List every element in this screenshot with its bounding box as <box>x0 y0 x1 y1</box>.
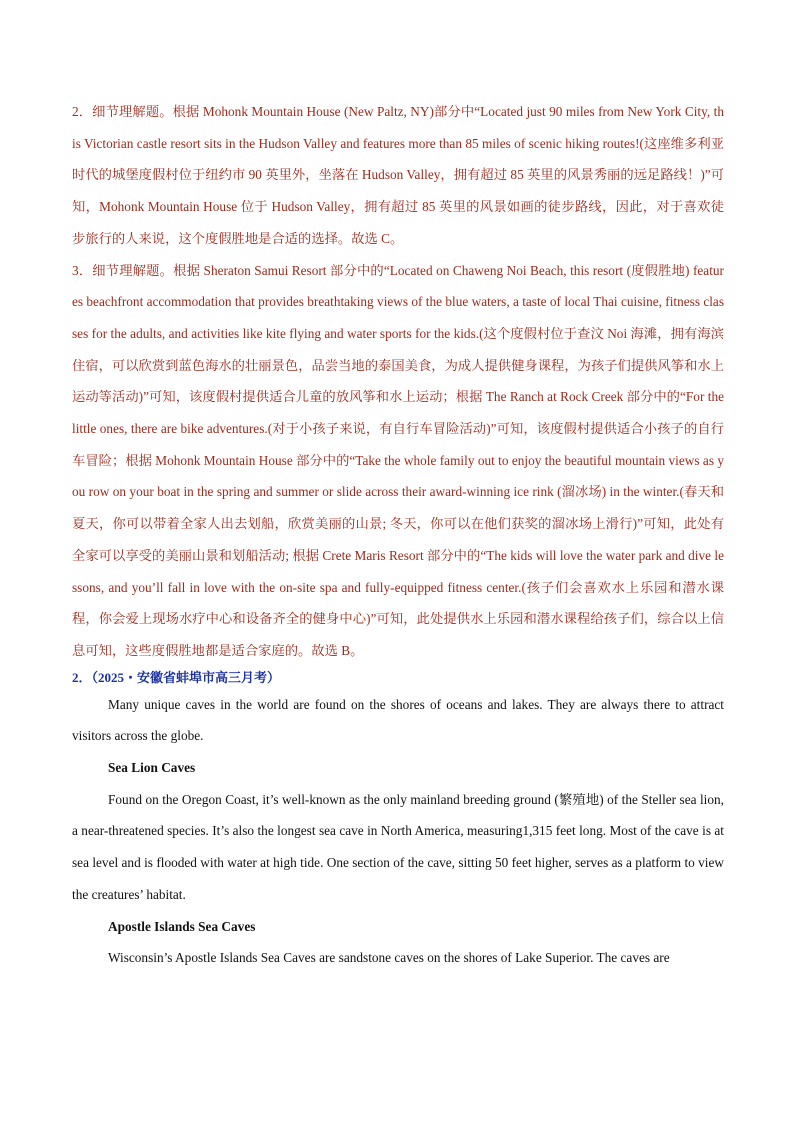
question-header: 2．（2025・安徽省蚌埠市高三月考） <box>72 669 281 685</box>
page-content <box>72 96 724 974</box>
answer-explanation-2: 2．细节理解题。根据 Mohonk Mountain House (New Paltz, NY)部分中“Located just 90 miles from New York City, this Victorian castle resort sits in the Hudson Valley and features more than 85 miles of scenic hiking routes!(这座维多利亚时代的城堡度假村位于纽约市 90 英里外，坐落在 Hudson Valley，拥有超过 85 英里的风景秀丽的远足路线！)”可知，Mohonk Mountain House 位于 Hudson Valley，拥有超过 85 英里的风景如画的徒步路线，因此，对于喜欢徒步旅行的人来说，这个度假胜地是合适的选择。故选 C。 <box>72 104 724 246</box>
passage-intro: Many unique caves in the world are found on the shores of oceans and lakes. They are always there to attract visitors across the globe. <box>72 696 724 744</box>
answer-explanation-3: 3．细节理解题。根据 Sheraton Samui Resort 部分中的“Located on Chaweng Noi Beach, this resort (度假胜地) features beachfront accommodation that provides breathtaking views of the blue waters, a taste of local Thai cuisine, fitness classes for the adults, and activities like kite flying and water sports for the kids.(这个度假村位于查汶 Noi 海滩，拥有海滨住宿，可以欣赏到蓝色海水的壮丽景色，品尝当地的泰国美食，为成人提供健身课程，为孩子们提供风筝和水上运动等活动)”可知，该度假村提供适合儿童的放风筝和水上运动；根据 The Ranch at Rock Creek 部分中的“For the little ones, there are bike adventures.(对于小孩子来说，有自行车冒险活动)”可知，该度假村提供适合小孩子的自行车冒险；根据 Mohonk Mountain House 部分中的“Take the whole family out to enjoy the beautiful mountain views as you row on your boat in the spring and summer or slide across their award-winning ice rink (溜冰场) in the winter.(春天和夏天，你可以带着全家人出去划船，欣赏美丽的山景; 冬天，你可以在他们获奖的溜冰场上滑行)”可知，此处有全家可以享受的美丽山景和划船活动; 根据 Crete Maris Resort 部分中的“The kids will love the water park and dive lessons, and you’ll fall in love with the on-site spa and fully-equipped fitness center.(孩子们会喜欢水上乐园和潜水课程，你会爱上现场水疗中心和设备齐全的健身中心)”可知，此处提供水上乐园和潜水课程给孩子们，综合以上信息可知，这些度假胜地都是适合家庭的。故选 B。 <box>72 262 724 658</box>
section-text-sea-lion-caves: Found on the Oregon Coast, it’s well-known as the only mainland breeding ground (繁殖地) of the Steller sea lion, a near-threatened species. It’s also the longest sea cave in North America, measuring1,315 feet long. Most of the cave is at sea level and is flooded with water at high tide. One section of the cave, sitting 50 feet higher, serves as a platform to view the creatures’ habitat. <box>72 791 724 902</box>
section-title-apostle-islands: Apostle Islands Sea Caves <box>108 918 256 934</box>
section-text-apostle-islands: Wisconsin’s Apostle Islands Sea Caves are sandstone caves on the shores of Lake Superior. The caves are <box>108 950 670 966</box>
section-title-sea-lion-caves: Sea Lion Caves <box>108 760 196 776</box>
